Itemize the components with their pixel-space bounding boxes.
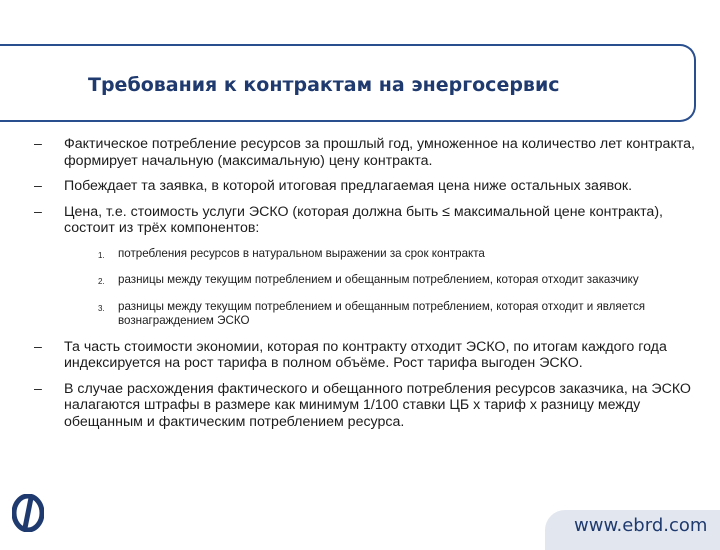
bullet-list: [34, 136, 699, 439]
page-title: Требования к контрактам на энергосервис: [88, 74, 560, 96]
bullet-item: [34, 178, 699, 195]
sublist-number: 3.: [98, 303, 105, 313]
bullet-marker: –: [34, 136, 42, 152]
sublist-item: [98, 300, 699, 329]
bullet-item: [34, 381, 699, 431]
bullet-marker: –: [34, 178, 42, 194]
bullet-text: Побеждает та заявка, в которой итоговая предлагаемая цена ниже остальных заявок.: [64, 178, 633, 194]
sublist-number: 1.: [98, 250, 105, 260]
bullet-item: [34, 339, 699, 372]
ebrd-logo-icon: [12, 494, 44, 532]
sublist-number: 2.: [98, 277, 105, 286]
sublist-item: [98, 247, 699, 264]
bullet-marker: –: [34, 203, 42, 220]
bullet-item: [34, 204, 699, 237]
sublist-text: потребления ресурсов в натуральном выражении за срок контракта: [118, 246, 485, 260]
bullet-text: Та часть стоимости экономии, которая по контракту отходит ЭСКО, по итогам каждого года индексируется на рост тарифа в полном объёме. Рост тарифа выгоден ЭСКО.: [64, 338, 667, 371]
bullet-text: Фактическое потребление ресурсов за прошлый год, умноженное на количество лет контракта, формирует начальную (максимальную) цену контракта.: [64, 136, 695, 169]
bullet-text: В случае расхождения фактического и обещанного потребления ресурсов заказчика, на ЭСКО налагаются штрафы в размере как минимум 1/100 ставки ЦБ x тариф x разницу между обещанным и фактическим потреблением ресурса.: [64, 380, 691, 430]
sublist-text: разницы между текущим потреблением и обещанным потреблением, которая отходит и является вознаграждением ЭСКО: [118, 299, 646, 327]
footer-url-link[interactable]: www.ebrd.com: [574, 515, 708, 536]
bullet-marker: –: [34, 338, 42, 355]
bullet-item: [34, 136, 699, 169]
sublist-item: [98, 273, 699, 290]
bullet-marker: –: [34, 380, 42, 397]
bullet-text: Цена, т.е. стоимость услуги ЭСКО (которая должна быть ≤ максимальной цене контракта), состоит из трёх компонентов:: [64, 203, 663, 236]
sublist-text: разницы между текущим потреблением и обещанным потреблением, которая отходит заказчику: [118, 273, 639, 286]
numbered-sublist: [98, 247, 699, 329]
